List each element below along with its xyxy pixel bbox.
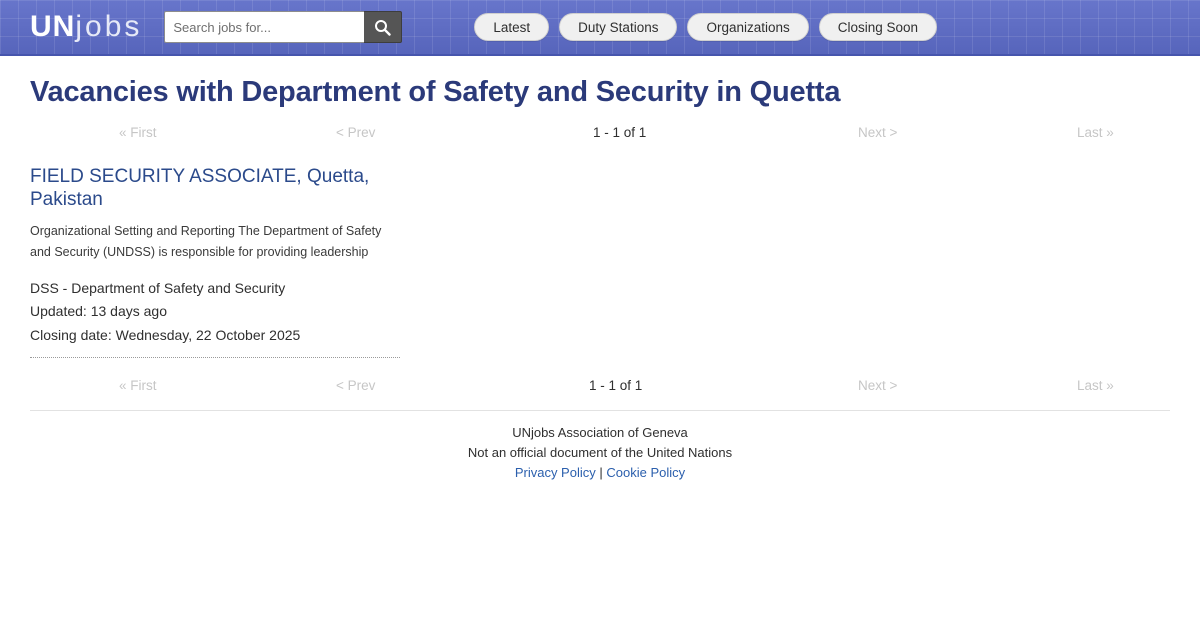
page-title: Vacancies with Department of Safety and Security in Quetta [30,76,841,108]
logo-text-jobs: jobs [75,10,143,43]
pagination-count: 1 - 1 of 1 [593,125,647,140]
search-button[interactable] [364,11,402,43]
job-updated: Updated: 13 days ago [30,303,167,320]
search-bar [164,11,402,43]
pagination-first[interactable]: « First [119,378,157,394]
nav-item-duty-stations[interactable] [559,13,677,41]
pagination-last[interactable]: Last » [1077,125,1114,140]
pagination-count: 1 - 1 of 1 [589,378,643,394]
pagination-first[interactable]: « First [119,125,157,140]
job-closing-date: Closing date: Wednesday, 22 October 2025 [30,326,301,343]
pagination-prev[interactable]: < Prev [336,125,376,140]
pagination-next[interactable]: Next > [858,125,898,140]
nav-item-label: Closing Soon [837,19,919,35]
job-title-link[interactable]: FIELD SECURITY ASSOCIATE, Quetta, Pakistan [30,166,370,211]
job-description: Organizational Setting and Reporting The Department of Safety and Security (UNDSS) is responsible for providing leadership [30,224,382,259]
job-meta [30,277,400,348]
search-icon [374,19,391,36]
pagination-top [30,125,1170,151]
nav-item-organizations[interactable] [687,13,808,41]
privacy-policy-link[interactable]: Privacy Policy [514,464,596,480]
nav-item-label: Organizations [706,19,790,35]
job-organization: DSS - Department of Safety and Security [30,279,286,296]
footer-links [30,465,1170,482]
pagination-last[interactable]: Last » [1077,378,1114,394]
nav-item-label: Duty Stations [578,19,659,35]
nav-item-latest[interactable] [474,13,549,41]
nav-item-label: Latest [493,19,531,35]
footer-link-separator: | [599,464,603,480]
job-list-item [30,165,400,358]
pagination-prev[interactable]: < Prev [336,378,376,394]
nav-item-closing-soon[interactable] [819,13,937,41]
primary-nav [474,13,937,41]
footer-disclaimer: Not an official document of the United Nations [467,445,733,461]
search-input[interactable] [164,11,364,43]
job-list [30,165,1170,358]
cookie-policy-link[interactable]: Cookie Policy [606,464,686,480]
main-content [0,76,1200,482]
site-footer [30,410,1170,482]
pagination-bottom [30,378,1170,404]
pagination-next[interactable]: Next > [858,378,898,394]
logo-text-un: UN [30,10,76,43]
footer-association: UNjobs Association of Geneva [512,425,688,441]
site-header [0,0,1200,56]
site-logo[interactable] [30,12,142,42]
